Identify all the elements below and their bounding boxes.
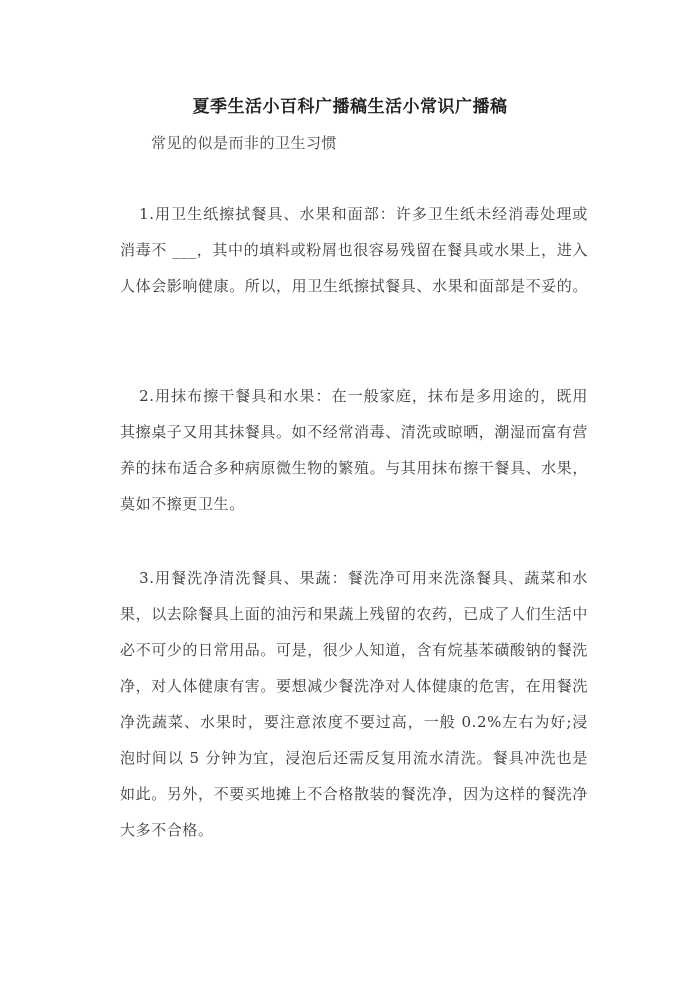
document-title: 夏季生活小百科广播稿生活小常识广播稿 bbox=[192, 97, 508, 117]
paragraph-3: 3.用餐洗净清洗餐具、果蔬：餐洗净可用来洗涤餐具、蔬菜和水果，以去除餐具上面的油污和果蔬上残留的农药，已成了人们生活中必不可少的日常用品。可是，很少人知道，含有烷基苯磺酸钠的餐洗净，对人体健康有害。要想减少餐洗净对人体健康的危害，在用餐洗净洗蔬菜、水果时，要注意浓度不要过高，一般 0.2%左右为好;浸泡时间以 5 分钟为宜，浸泡后还需反复用流水清洗。餐具冲洗也是如此。另外，不要买地摊上不合格散装的餐洗净，因为这样的餐洗净大多不合格。 bbox=[120, 569, 589, 839]
document-subtitle: 常见的似是而非的卫生习惯 bbox=[151, 134, 338, 152]
paragraph-2: 2.用抹布擦干餐具和水果：在一般家庭，抹布是多用途的，既用其擦桌子又用其抹餐具。如不经常消毒、清洗或晾晒，潮湿而富有营养的抹布适合多种病原微生物的繁殖。与其用抹布擦干餐具、水果，莫如不擦更卫生。 bbox=[120, 387, 589, 513]
paragraph-1: 1.用卫生纸擦拭餐具、水果和面部：许多卫生纸未经消毒处理或消毒不 ___，其中的填料或粉屑也很容易残留在餐具或水果上，进入人体会影响健康。所以，用卫生纸擦拭餐具、水果和面部是不妥的。 bbox=[120, 205, 589, 295]
